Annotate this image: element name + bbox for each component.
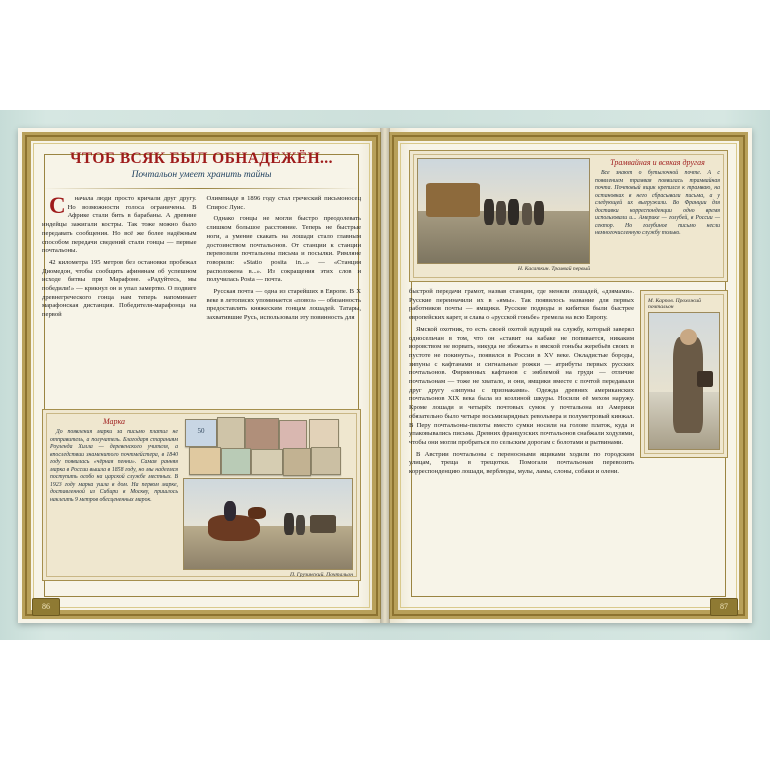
figure-marka-text: До появления марки за письмо платил не отправитель, а получатель. Благодаря стараниям Роуленда Хилла — деревенского учителя, а впоследствии знаменитого почтмейстера, в 1840 году появилась «чёрная пенни». Самая ранняя марка в России вышла в 1858 году, но мы надеемся поступить особо на царской службе местных. В 1923 году марка ушла в дом. На первом марке, доставленной из Сибири в Москву, пришлось наклеить 9 метров обесцененных марок.	[50, 429, 178, 503]
stamp	[245, 418, 279, 450]
stamp	[221, 448, 251, 475]
painting-figure-group	[296, 515, 305, 535]
paragraph: Русская почта — одна из старейших в Европе. В X веке в летописях упоминается «повоз» — обязанность предоставлять княжеским гонцам лошадей. Татары, захватившие Русь, использовали эту повинность для	[206, 288, 361, 322]
figure-side-postman	[640, 290, 728, 458]
stamp	[279, 420, 307, 450]
stamp-value: 50	[197, 427, 205, 435]
figure-side-postman-caption: М. Карпов. Прохожий почтальон	[648, 298, 701, 310]
left-page	[18, 128, 385, 623]
right-page	[385, 128, 752, 623]
figure-marka-inner	[46, 413, 357, 577]
open-book	[18, 128, 752, 623]
stamp	[185, 419, 217, 447]
left-column-1	[42, 195, 197, 326]
stamp	[311, 447, 341, 475]
figure-marka-caption: П. Грузинский. Почтальон	[289, 572, 353, 578]
page-number-left: 86	[32, 598, 60, 616]
paragraph: 42 километра 195 метров без остановки пробежал Диомедон, чтобы сообщить афинянам об успешном исходе битвы при Марафоне. «Радуйтесь, мы победили!» — крикнул он и упал замертво. О подвиге древнегреческого гонца нам теперь напоминает марафонская дистанция. Победителя-марафонца на первой	[42, 258, 197, 319]
painting-crowd	[522, 203, 532, 225]
figure-side-postman-inner	[644, 294, 724, 454]
page-title: ЧТОБ ВСЯК БЫЛ ОБНАДЕЖЁН...	[70, 150, 333, 167]
right-page-body	[409, 288, 728, 477]
left-page-content	[42, 150, 361, 597]
figure-marka-text-block	[50, 417, 178, 573]
painting-cart	[310, 515, 336, 533]
painting-tram	[426, 183, 480, 217]
paragraph: В Австрии почтальоны с переносными ящиками ходили по городским улицам, треща в трещотки. Помогали почтальонам перевозить корреспонденцию лошади, верблюды, мулы, ламы, слоны, собаки и олени.	[409, 450, 634, 476]
figure-marka	[42, 409, 361, 581]
stamp-collage	[183, 417, 353, 475]
painting-figure-group	[284, 513, 294, 535]
paragraph: Олимпиаде в 1896 году стал греческий письмоносец Спирос Луис.	[206, 195, 361, 211]
figure-tram-caption: Н. Касаткин. Трамвай первый	[517, 266, 590, 272]
figure-tram-visual	[417, 158, 590, 274]
figure-tram-inner	[413, 154, 724, 278]
right-page-content	[409, 150, 728, 597]
figure-marka-visual	[183, 417, 353, 578]
painting-postman-with-horse	[183, 478, 353, 570]
painting-tram-scene	[417, 158, 590, 264]
stamp	[189, 447, 221, 475]
painting-walking-postman	[648, 312, 720, 450]
painting-crowd	[508, 199, 519, 225]
painting-postman-bag	[697, 371, 713, 387]
left-page-columns	[42, 195, 361, 326]
paragraph: быстрой передачи грамот, назвав станции, где меняли лошадей, «дзямами». Русские переиначили их в «ямы». Так появилось название для первых работников почты — ямщики. Русские подводы и кибитки были быстрее европейских карет, и слава о «русской гоньбе» гремела на всю Европу.	[409, 288, 634, 322]
painting-rider	[224, 501, 236, 521]
paragraph: Сначала люди просто кричали друг другу. Но возможности голоса ограничены. В Африке стали бить в барабаны. А древние индейцы зажигали костры. Так тоже можно было передавать сообщения. Но всё же более надёжным способом передачи сведений стали гонцы — первые почтальоны.	[42, 193, 197, 255]
figure-tram-title: Трамвайная и всякая другая	[610, 158, 705, 167]
title-divider	[42, 188, 361, 189]
stamp	[251, 449, 283, 475]
paragraph: Однако гонцы не могли быстро преодолевать слишком большое расстояние. Теперь не быстрые ноги, а умение скакать на лошади стало главным достоинством почтальонов. От станции к станции перевозили почтальоны письма и посылки. Римляне говорили: «Statio posita in...» — «Станция расположена в...». Из сокращения этих слов и получилась Posta — почта.	[206, 215, 361, 284]
page-subtitle: Почтальон умеет хранить тайны	[131, 170, 272, 180]
painting-crowd	[496, 201, 506, 225]
figure-tram	[409, 150, 728, 282]
painting-crowd	[484, 199, 494, 225]
stamp	[283, 448, 311, 476]
painting-postman-head	[680, 329, 697, 345]
figure-tram-text-block	[595, 158, 720, 274]
stamp	[217, 417, 245, 449]
figure-marka-title: Марка	[102, 417, 126, 426]
stamp	[309, 419, 339, 449]
painting-horse-head	[248, 507, 266, 519]
paragraph: Ямской охотник, то есть своей охотой идущий на службу, который заверял односельчан в том, что он «ставит на кабаке не попивается, никаким воровством не ворвать, никуда не збежать» в ямской гоньбы жеребьёв своих в пустоте не покинуть», появился в России в XV веке. Окладистые бороды, зипуны с кафтанами и сигнальные рожки — атрибуты первых русских почтальонов. Фирменных кафтанов с эмблемой на груди — отличие почтальонам — тоже не хватало, и они, ямщики вместе с почтой передавали друг другу «зипуны с признаками». Одежда древних американских почтальонов XIX века была из козлиной шкуры. Носили её мехом наружу. Кроме лошади и четырёх почтовых сумок у почтальона из Америки обязательно было четыре восьмизарядных револьвера и полуметровый кинжал. В Перу почтальоны-пилоты вместо сумки носили на голове платок, куда и упаковывались письма. Древних французских почтальонов снабжали ходулями, чтобы они могли пробраться по сельским дорогам с болотами и рытвинами.	[409, 325, 634, 446]
left-column-2	[207, 195, 362, 326]
figure-tram-text: Все знают о бутылочной почте. А с появлением трамвая появилась трамвайная почта. Почтовый ящик крепился к трамваю, на остановках в него сбрасывали письма, а у следующей их выгружали. Во Франции для доставки корреспонденции одно время использовали и... Америке — голубей, в России — сектор. Но голубиное письмо несли немногочисленную службу только.	[595, 170, 720, 237]
painting-crowd	[534, 201, 544, 225]
page-number-right: 87	[710, 598, 738, 616]
